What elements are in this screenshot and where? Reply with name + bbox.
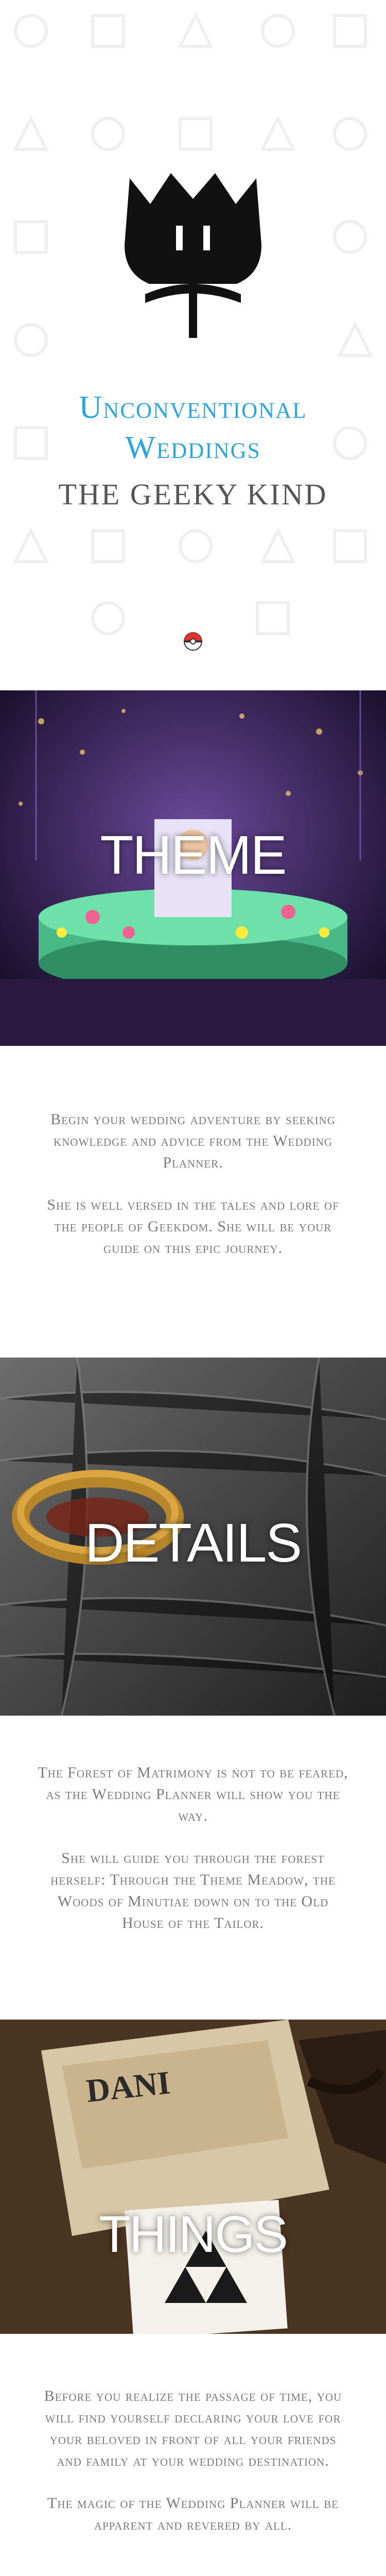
details-image [0, 1358, 386, 1716]
svg-text:DANI: DANI [84, 2064, 172, 2109]
details-paragraph-2: She will guide you through the forest herself: Through the Theme Meadow, the Woods of Minutiae down on to the Old House of the Tailor. [50, 1850, 336, 1931]
section-title-things: THINGS [99, 2206, 287, 2263]
logo-crown-icon [109, 168, 277, 338]
section-title-theme: THEME [100, 825, 286, 886]
hero [0, 0, 386, 670]
theme-image [0, 690, 386, 1046]
things-paragraph-2: The magic of the Wedding Planner will be apparent and revered by all. [47, 2495, 339, 2533]
pokeball-icon [183, 632, 203, 651]
things-text [36, 2385, 350, 2556]
section-title-details: DETAILS [85, 1513, 301, 1573]
details-paragraph-1: The Forest of Matrimony is not to be feared, as the Wedding Planner will show you the way. [38, 1764, 348, 1824]
brand-name-line1: Unconventional [79, 390, 307, 425]
theme-paragraph-1: Begin your wedding adventure by seeking knowledge and advice from the Wedding Planner. [50, 1111, 336, 1171]
invitation-photo [0, 2020, 386, 2334]
theme-paragraph-2: She is well versed in the tales and lore of the people of Geekdom. She will be your guide on this epic journey. [47, 1196, 339, 1257]
brand-name-line2: Weddings [125, 430, 261, 465]
things-paragraph-1: Before you realize the passage of time, you will find yourself declaring your love for your beloved in front of all your friends and family at your wedding destination. [44, 2387, 342, 2469]
details-text [36, 1762, 350, 1955]
brand-tagline: THE GEEKY KIND [58, 478, 328, 511]
theme-text [36, 1109, 350, 1280]
things-image [0, 2020, 386, 2334]
